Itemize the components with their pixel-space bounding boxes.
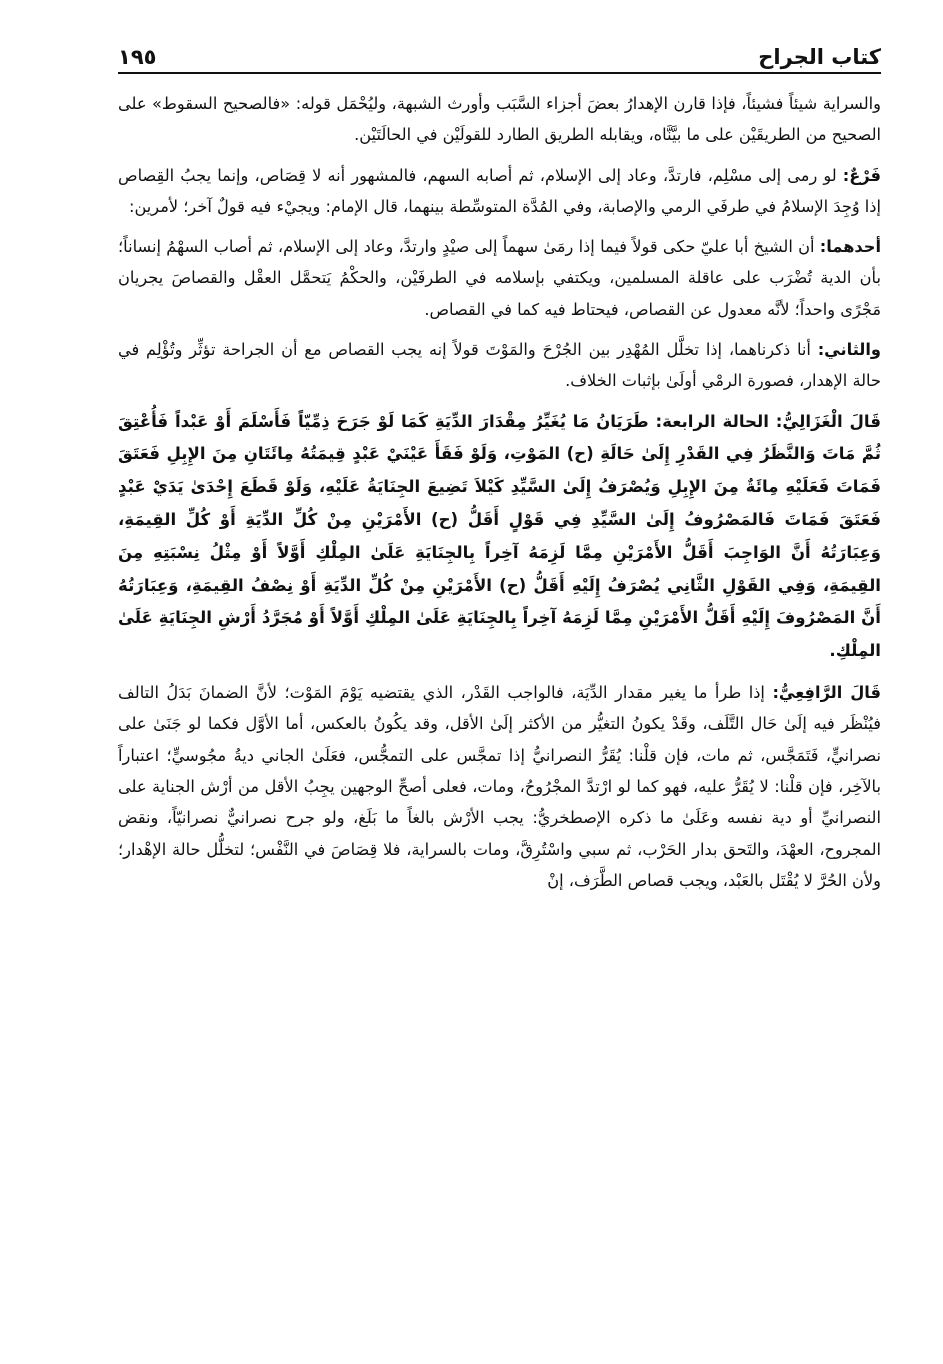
paragraph-lead: فَرْعٌ:	[842, 165, 881, 185]
paragraph-ghazali-matn	[118, 406, 881, 668]
paragraph-text: أنا ذكرناهما، إذا تخلَّل المُهْدِر بين الجُرْحَ والمَوْتَ قولاً إنه يجب القصاص مع أن الجراحة تؤثِّر وتُؤْلِم في حالة الإهدار، فصورة الرمْي أولَىٰ بإثبات الخلاف.	[118, 340, 881, 391]
paragraph-far	[118, 160, 881, 223]
book-page	[118, 30, 881, 1324]
paragraph-text: طَرَيَانُ مَا يُغَيِّرُ مِقْدَارَ الدِّيَةِ كَمَا لَوْ جَرَحَ ذِمِّيّاً فَأَسْلَمَ أَوْ عَبْداً فَأُعْتِقَ ثُمَّ مَاتَ وَالنَّظَرُ فِي القَدْرِ إِلَىٰ حَالَةِ (ح) المَوْتِ، وَلَوْ فَقَأَ عَيْنَيْ عَبْدٍ قِيمَتُهُ مِائَتَانِ مِنَ الإِبِلِ فَعَتَقَ فَمَاتَ فَعَلَيْهِ مِائَةٌ مِنَ الإِبِلِ وَيُصْرَفُ إِلَىٰ السَّيِّدِ كَيْلاَ تَضِيعَ الجِنَايَةُ عَلَيْهِ، وَلَوْ قَطَعَ إِحْدَىٰ يَدَيْ عَبْدٍ فَعَتَقَ فَمَاتَ فَالمَصْرُوفُ إِلَىٰ السَّيِّدِ فِي قَوْلٍ أَقَلُّ (ح) الأَمْرَيْنِ مِنْ كُلِّ الدِّيَةِ أَوْ كُلِّ القِيمَةِ، وَعِبَارَتُهُ أَنَّ الوَاجِبَ أَقَلُّ الأَمْرَيْنِ مِمَّا لَزِمَهُ آخِراً بِالجِنَايَةِ عَلَىٰ المِلْكِ أَوَّلاً أَوْ مِثْلُ نِسْبَتِهِ مِنَ القِيمَةِ، وَفِي القَوْلِ الثَّانِي يُصْرَفُ إِلَيْهِ أَقَلُّ (ح) الأَمْرَيْنِ مِنْ كُلِّ الدِّيَةِ أَوْ نِصْفُ القِيمَةِ، وَعِبَارَتُهُ أَنَّ المَصْرُوفَ إِلَيْهِ أَقَلُّ الأَمْرَيْنِ مِمَّا لَزِمَهُ آخِراً بِالجِنَايَةِ عَلَىٰ المِلْكِ أَوَّلاً أَوْ مُجَرَّدُ أَرْشِ الجِنَايَةِ عَلَىٰ المِلْكِ.	[118, 411, 881, 661]
paragraph-first-reason	[118, 231, 881, 325]
paragraph-lead: أحدهما:	[819, 237, 881, 257]
paragraph-text: أن الشيخ أبا عليّ حكى قولاً فيما إذا رمَىٰ سهماً إلى صيْدٍ وارتدَّ، وعاد إلى الإسلام، ثم أصاب السهْمُ إنساناً؛ بأن الدية تُضْرَب على عاقلة المسلمين، ويكتفي بإسلامه في الطرفَيْن، والحكْمُ يَتحمَّل العقْل والقصاصَ يجريان مَجْرًى واحداً؛ لأنَّه معدول عن القصاص، فيحتاط فيه كما في القصاص.	[118, 237, 881, 319]
paragraph-lead: قَالَ الرَّافِعِيُّ:	[772, 683, 881, 703]
paragraph-lead: قَالَ الْغَزَالِيُّ:	[775, 411, 881, 431]
paragraph-subhead: الحالة الرابعة:	[648, 411, 776, 431]
book-title: كتاب الجراح	[758, 45, 881, 69]
running-header	[118, 30, 881, 74]
page-body	[118, 88, 881, 896]
paragraph-text: لو رمى إلى مسْلِم، فارتدَّ، وعاد إلى الإسلام، ثم أصابه السهم، فالمشهور أنه لا قِصَاص، وإنما يجبُ القِصاص إذا وُجِدَ الإسلامُ في طرفَي الرمي والإصابة، وفي المُدَّة المتوسِّطة بينهما، قال الإمام: ويجيْء فيه قولٌ آخر؛ لأمرين:	[118, 165, 881, 216]
page-number: ١٩٥	[118, 45, 157, 69]
paragraph-text: إذا طرأ ما يغير مقدار الدِّيَة، فالواجب القَدْر، الذي يقتضيه يَوْمَ المَوْت؛ لأنَّ الضمانَ بَدَلُ التالف فيُنْظَر فيه إلَىٰ حَال التَّلَف، وقَدْ يكونُ التغيُّر من الأكثر إلَىٰ الأقل، وقد يكُونُ بالعكس، أما الأوَّل فكما لو جَنَىٰ على نصرانيٍّ، فَتَمَجَّس، ثم مات، فإن قلْنا: يُقَرُّ النصرانيُّ إذا تمجَّس على التمجُّس، فعَلَىٰ الجاني ديةُ مجُوسيٍّ؛ اعتباراً بالآخِر، فإن قلْنا: لا يُقَرُّ عليه، فهو كما لو ارْتدَّ المجْرُوحُ، ومات، فعلى أصحِّ الوجهين يجِبُ الأقل من أرْش الجناية على النصرانيِّ أو دية نفسه وعَلَىٰ ما ذكره الإصطخريُّ: يجب الأرْش بالغاً ما بَلَغ، ولو جرح نصرانيٌّ نصرانيّاً، ونقض المجروح، العهْدَ، والتَحق بدار الحَرْب، ثم سبي واسْتُرِقَّ، ومات بالسراية، فلا قِصَاصَ في النَّفْس؛ لتخلُّل حالة الإهْدار؛ ولأن الحُرَّ لا يُقْتَل بالعَبْد، ويجب قصاص الطَّرَف، إنْ	[118, 683, 881, 890]
paragraph-continuation	[118, 88, 881, 151]
paragraph-text: والسراية شيئاً فشيئاً، فإذا قارن الإهدارُ بعضَ أجزاء السَّبَب وأورث الشبهة، وليُحْمَل قوله: «فالصحيح السقوط» على الصحيح من الطريقَيْن على ما بيَّنَّاه، ويقابله الطريق الطارد للقولَيْن في الحالَتَيْن.	[118, 94, 881, 145]
paragraph-lead: والثاني:	[817, 340, 881, 360]
paragraph-rafii-commentary	[118, 677, 881, 896]
paragraph-second-reason	[118, 334, 881, 397]
